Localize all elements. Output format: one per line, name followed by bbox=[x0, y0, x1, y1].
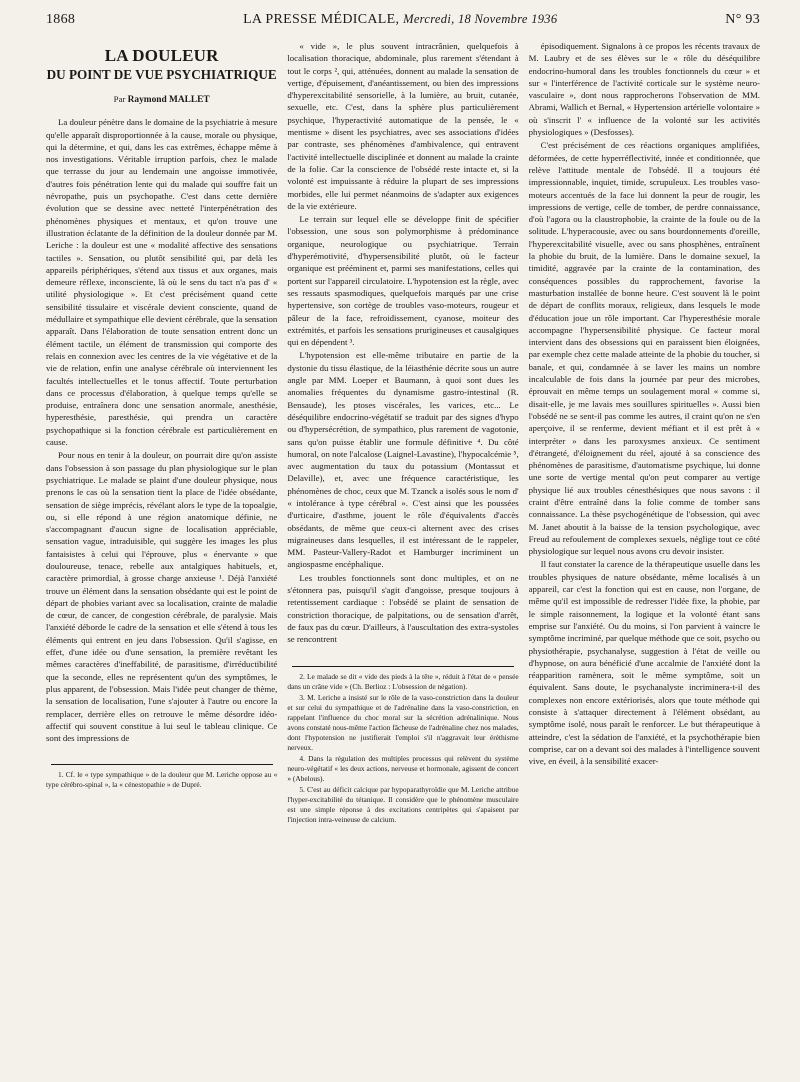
paragraph: « vide », le plus souvent intracrânien, quelquefois à localisation thoracique, abdominale, plus rarement s'étendant à tout le corps ², qui, atténuées, donnent au malade la sensation de vertige, d'épuisement, d'anéantissement, ou bien des impressions d'hyperexcitabilité sensorielle, à la lumière, au bruit, cutanée, sexuelle, etc. C'est, dans la sphère plus particulièrement psychique, l'hyperactivité automatique de la pensée, le « mentisme » disent les psychiatres, avec ses associations d'idées par contraste, ses phénomènes d'ambivalence, qui entravent l'activité intellectuelle disciplinée et donnent au malade la crainte de la folie. Car la conscience de l'obsédé reste intacte et, si la volonté est impuissante à réduire la plupart de ses impressions morbides, elle lui permet néanmoins de s'adapter aux exigences de la vie extérieure. bbox=[287, 41, 519, 211]
column-2 bbox=[287, 40, 518, 1076]
column-2-body bbox=[287, 40, 518, 825]
journal-masthead bbox=[243, 12, 557, 28]
footnote-spacer bbox=[46, 744, 277, 758]
column-1 bbox=[46, 40, 277, 1076]
footnote: 5. C'est au déficit calcique par hypoparathyroïdie que M. Leriche attribue l'hyper-excitabilité du tétanique. Il considère que le phénomène musculaire est une simple réponse à des excitations centripètes qui s'apaisent par l'injection intra-veineuse de calcium. bbox=[287, 784, 519, 824]
paragraph: épisodiquement. Signalons à ce propos les récents travaux de M. Laubry et de ses élèves sur le « rôle du déséquilibre endocrino-humoral dans les troubles fonctionnels du cœur » et sur « l'interférence de l'activité corticale sur le système neuro-vasculaire », dont nous rapprocherons l'observation de MM. Abrami, Wallich et Bernal, « Hypertension artérielle volontaire » où s'inscrit l' « influence de la volonté sur les activités physiologiques » (Desfosses). bbox=[528, 41, 760, 138]
footnote: 2. Le malade se dit « vide des pieds à la tête », réduit à l'état de « pensée dans un crâne vide » (Ch. Berlioz : L'obsession de négation). bbox=[287, 671, 519, 691]
paragraph: C'est précisément de ces réactions organiques amplifiées, déformées, de cette hyperréflectivité, innée et conditionnée, que relève l'attitude mentale de l'obsédé. Il a toujours été impressionnable, inquiet, timide, scrupuleux. Les troubles vaso-moteurs accentués de la face lui donnent la peur de rougir, les impressions de vertige, celle de tomber, de perdre connaissance, d'où l'agora ou la claustrophobie, la crainte de la foule ou de la solitude. L'hyperacousie, avec ou sans bourdonnements d'oreille, l'hyperexcitabilité visuelle, avec ou sans phosphènes, entraînent la phobie du bruit, de la lumière. Dans le domaine sexuel, la timidité, aggravée par la crainte de la contamination, des conséquences possibles du rapprochement, favorise la masturbation installée de bonne heure. C'est souvent là le point de départ de conflits moraux, religieux, dans lesquels le mode d'éducation joue un rôle important. Car l'hyperesthésie morale accompagne l'hypersensibilité physique. Ce facteur moral intervient dans des obsessions qui en paraissent bien éloignées, par exemple chez cette malade atteinte de la phobie du toucher, si banale, et qui, condamnée à se laver les mains un nombre incalculable de fois dans la journée par peur des microbes, éprouvait en même temps un soulagement moral « comme si, disait-elle, je me lavais mes souillures spirituelles ». Aussi bien l'obsédé ne se sent-il pas comme les autres, il craint qu'on ne s'en aperçoive, il se renferme, devient méfiant et il est prêt à « interpréter » dans les paroxysmes anxieux. Ce sentiment d'étrangeté, d'éloignement du réel, ajouté à sa conscience des phénomènes de parasitisme, d'automatisme psychique, lui donne une sorte de vertige mental qu'on peut comparer au vertige physique lié aux troubles cénesthésiques que nous savons : il craint d'être entraîné dans la folie comme de tomber sans connaissance. La thèse psychogénétique de l'obsession, qui avec M. Janet aboutit à la baisse de la tension psychologique, avec Freud au refoulement de complexes sexuels, néglige tout ce côté physiologique sur lequel nous avons cru devoir insister. bbox=[528, 140, 760, 557]
issue-number: N° 93 bbox=[725, 12, 760, 27]
paragraph: Il faut constater la carence de la thérapeutique usuelle dans les troubles physiques de nature obsédante, même localisés à un appareil, car c'est la fonction qui est en cause, non l'organe, de même qu'il est impossible de redresser l'idée fixe, la phobie, par le simple raisonnement, la logique et la volonté étant sans emprise sur l'anxiété. Ou du moins, si l'on parvient à vaincre le symptôme incriminé, par quelque méthode que ce soit, psycho ou physiothérapie, psychanalyse, suggestion à l'état de veille ou d'hypnose, on aura bénéficié d'une accalmie de l'anxiété dont la réapparition ramènera, soit le même symptôme, soit un équivalent. Sans doute, le psychanalyste incriminera-t-il des complexes non encore extériorisés, alors que toute méthode qui consiste à s'attaquer directement à l'élément obsédant, au symptôme isolé, nous paraît le renforcer. Le but thérapeutique à atteindre, c'est la sédation de l'anxiété, et la psychothérapie bien comprise, car on a devant soi des malades à l'intelligence souvent vive, en éveil, à la sensibilité exacer- bbox=[528, 559, 760, 767]
byline-prefix: Par bbox=[113, 94, 126, 104]
article-title: LA DOULEUR bbox=[104, 46, 219, 65]
article-heading bbox=[46, 46, 277, 106]
running-head bbox=[46, 12, 760, 32]
footnote: 4. Dans la régulation des multiples processus qui relèvent du système neuro-végétatif « les deux actions, nerveuse et hormonale, agissent de concert » (Abelous). bbox=[287, 753, 519, 783]
footnote: 3. M. Leriche a insisté sur le rôle de la vaso-constriction dans la douleur et sur celui du sympathique et de l'adrénaline dans la vaso-constriction, en rappelant l'influence du choc moral sur la sécrétion adrénalinique. Nous avons constaté nous-même l'action fâcheuse de l'adrénaline chez nos malades, dont l'hypotension ne justifierait l'emploi s'il n'aggravait leur éréthisme nerveux. bbox=[287, 692, 519, 752]
journal-name: LA PRESSE MÉDICALE, bbox=[243, 12, 400, 27]
column-3-body bbox=[529, 40, 760, 768]
byline bbox=[46, 93, 277, 106]
footnote: 1. Cf. le « type sympathique » de la douleur que M. Leriche oppose au « type cérébro-spinal », la « cénestopathie » de Dupré. bbox=[46, 770, 278, 790]
paragraph: Pour nous en tenir à la douleur, on pourrait dire qu'on assiste dans l'obsession à son passage du plan physiologique sur le plan psychiatrique. Le malade se plaint d'une douleur physique, nous prenons le cas où la sensation tient la place de l'idée obsédante, sensation de siège imprécis, révélant alors le type de la topoalgie, ou, si elle répond à une région anatomique définie, ne s'accompagnant d'aucun signe de localisation appréciable, sensation vague, intraduisible, qui suggère les images les plus fantaisistes à celui qui l'éprouve, plus « énervante » que douloureuse, tenace, rebelle aux antalgiques habituels, et, caractère primordial, à grosse charge anxieuse ¹. Déjà l'anxiété trouve un élément dans la sensation obsédante qui est le point de départ de phobies variant avec sa localisation, crainte de maladie de cœur, de cancer, de congestion cérébrale, de paralysie. Mais l'anxiété déborde le cadre de la sensation et elle s'étend à tous les éléments qui entrent en jeu dans l'obsession. Qu'il s'agisse, en effet, d'une idée ou d'une sensation, la première revêtant les mêmes caractères d'ineffabilité, de parasitisme, d'irréductibilité que la seconde, elles ne représentent qu'un des symptômes, le plus apparent, de l'obsession. Mais l'idée peut changer de thème, la sensation de localisation, l'une s'ajouter à l'autre ou encore la remplacer, derrière elles on retrouve le même désordre idéo-affectif qui souvent constitue à lui seul le tableau clinique. Ce sont des impressions de bbox=[46, 450, 278, 744]
column-1-body bbox=[46, 116, 277, 790]
paragraph: Les troubles fonctionnels sont donc multiples, et on ne s'étonnera pas, puisqu'il s'agit d'angoisse, presque toujours à retentissement cardiaque : l'obsédé se plaint de sensation de constriction thoracique, de palpitations, ou de sensation d'arrêt, de faux pas du cœur. D'ailleurs, à l'auscultation des extra-systoles se rencontrent bbox=[287, 572, 519, 645]
author-name: Raymond MALLET bbox=[127, 95, 210, 105]
paragraph: L'hypotension est elle-même tributaire en partie de la dystonie du tissu élastique, de la léiasthénie décrite sous un autre angle par MM. Loeper et Baumann, à quoi sont dues les anomalies fréquentes du dynamisme gastro-intestinal (R. Bensaude), les ptoses viscérales, les varices, etc... Le déséquilibre endocrino-végétatif se traduit par des signes d'hypo ou d'hypersécrétion, de sympathico, plus rarement de vagotonie, sans qu'on puisse établir une formule définitive ⁴. Du côté humoral, on note l'alcalose (Laignel-Lavastine), l'hypocalcémie ⁵, avec augmentation du taux du potassium (Montassut et Delaville), et, avec une fréquence caractéristique, les phénomènes de choc, ceux que M. Tzanck a isolés sous le nom d' « intolérance à type cérébral ». C'est ainsi que les poussées d'urticaire, d'asthme, jouent le rôle d'équivalents d'accès obsédants, de même que ceux-ci alternent avec des crises migraineuses dans lesquelles, il est intéressant de le rappeler, MM. Pasteur-Vallery-Radot et Hamburger incriminent un angiospasme encéphalique. bbox=[287, 350, 519, 570]
footnote-spacer bbox=[287, 646, 518, 660]
column-3 bbox=[529, 40, 760, 1076]
footnote-divider bbox=[292, 666, 514, 667]
article-columns bbox=[46, 40, 760, 1076]
paragraph: La douleur pénètre dans le domaine de la psychiatrie à mesure qu'elle apparaît disproportionnée à la cause, morale ou physique, qui la détermine, et qui, dans les cas extrêmes, échappe même à nos investigations. Véritable irruption parfois, chez le malade que terrasse du jour au lendemain une angoisse immotivée, d'autres fois pénétration lente qui du malade qui souffre fait un névropathe, puis un psychopathe. C'est dans cette dernière évolution que se dessine avec netteté l'interpénétration des phénomènes physiques et mentaux, et qu'on trouve une illustration éclatante de la définition de la douleur donnée par M. Leriche : la douleur est une « modalité affective des sensations tactiles ». Sensation, ou plutôt sensibilité qui, par delà les appareils périphériques, s'étend aux tissus et aux organes, mais demeure réflexe, inconsciente, là où le sens du tact n'a pas d' « utilité physiologique ». Et c'est précisément quand cette sensibilité tissulaire et viscérale devient consciente, quand de médullaire et sympathique elle devient cérébrale, que la sensation apparaît. Dans l'élaboration de toute sensation entrent donc un élément tactile, un élément de transmission qui comporte des relais en connexion avec les centres de la vie végétative et de la vie de relation, enfin une analyse cérébrale où interviennent les facultés intellectuelles et le tonus affectif. Toute perturbation dans ce processus d'élaboration, à quelque temps qu'elle se produise, entraînera donc une sensation anormale, anesthésie, hyperesthésie, paresthésie, qui prendra un caractère psychopathique si la fonction cérébrale est particulièrement en cause. bbox=[46, 117, 278, 448]
paragraph: Le terrain sur lequel elle se développe finit de spécifier l'obsession, une sous son polymorphisme à prédominance organique, neurologique ou psychiatrique. Terrain d'hyperémotivité, d'hypersensibilité plutôt, où le facteur organique est prééminent et, parmi ses manifestations, celles qui portent sur l'appareil circulatoire. L'hypotension est la règle, avec ses ressauts spasmodiques, quelquefois marqués par une crise hypertensive, son cortège de troubles vaso-moteurs, rougeur et pâleur de la face, refroidissement, cyanose, moiteur des extrémités, et parfois les sensations prurigineuses et causalgiques qui en dépendent ³. bbox=[287, 214, 519, 348]
issue-date: Mercredi, 18 Novembre 1936 bbox=[403, 12, 558, 26]
footnote-divider bbox=[51, 764, 273, 765]
page-number: 1868 bbox=[46, 12, 76, 27]
article-subtitle: DU POINT DE VUE PSYCHIATRIQUE bbox=[46, 67, 277, 82]
